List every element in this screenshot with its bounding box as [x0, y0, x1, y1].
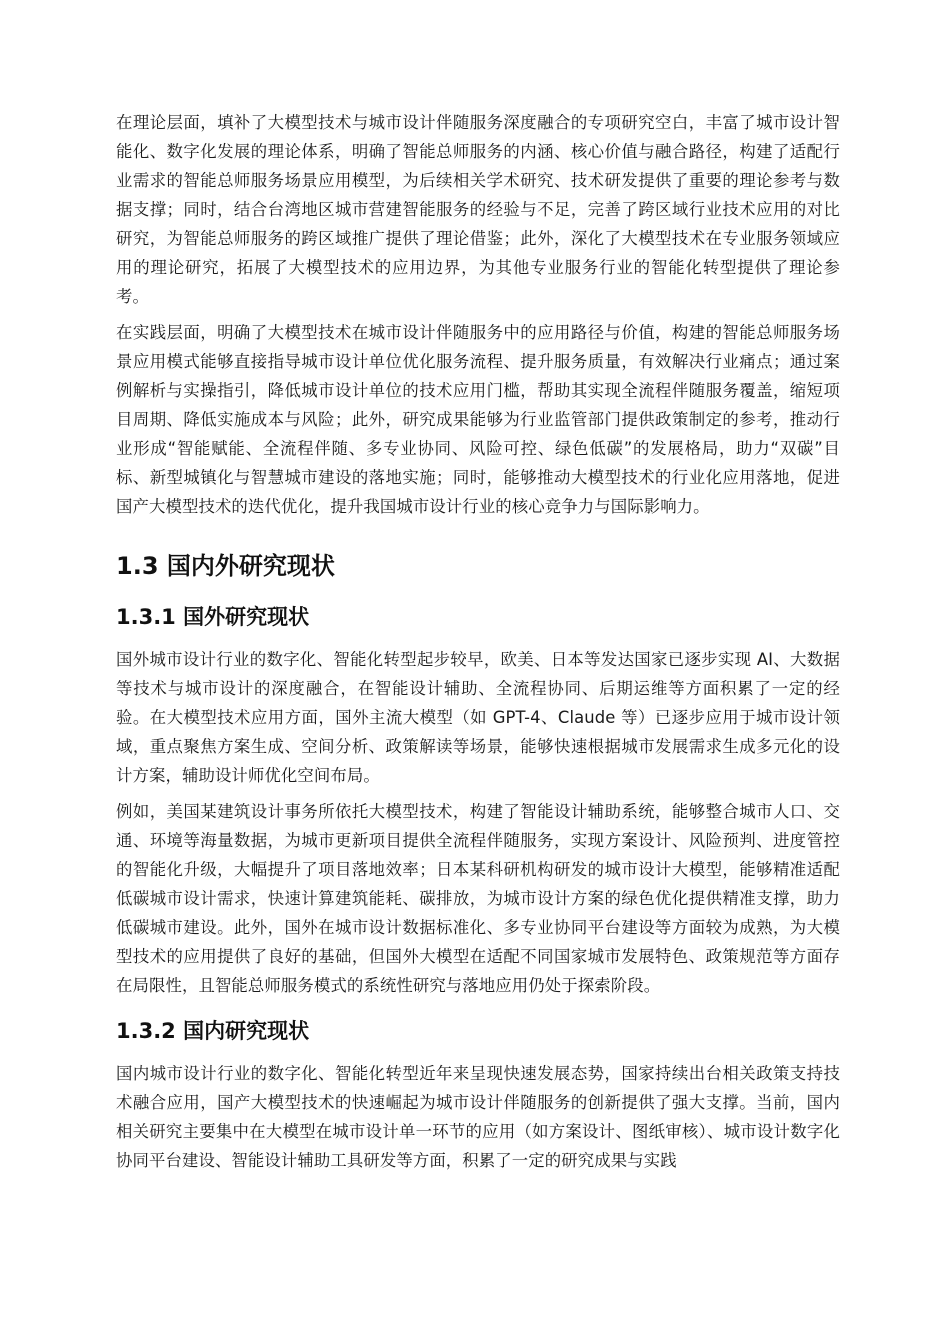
- section-heading-1-3-1: 1.3.1 国外研究现状: [116, 605, 310, 629]
- section-heading-1-3-2: 1.3.2 国内研究现状: [116, 1019, 310, 1043]
- foreign-research-paragraph-1: 国外城市设计行业的数字化、智能化转型起步较早，欧美、日本等发达国家已逐步实现 AI、大数据等技术与城市设计的深度融合，在智能设计辅助、全流程协同、后期运维等方面积累了一定的经验。在大模型技术应用方面，国外主流大模型（如 GPT-4、Claude 等）已逐步应用于城市设计领域，重点聚焦方案生成、空间分析、政策解读等场景，能够快速根据城市发展需求生成多元化的设计方案，辅助设计师优化空间布局。: [116, 650, 840, 785]
- section-heading-1-3: 1.3 国内外研究现状: [116, 552, 335, 580]
- foreign-research-paragraph-2: 例如，美国某建筑设计事务所依托大模型技术，构建了智能设计辅助系统，能够整合城市人口、交通、环境等海量数据，为城市更新项目提供全流程伴随服务，实现方案设计、风险预判、进度管控的智能化升级，大幅提升了项目落地效率；日本某科研机构研发的城市设计大模型，能够精准适配低碳城市设计需求，快速计算建筑能耗、碳排放，为城市设计方案的绿色优化提供精准支撑，助力低碳城市建设。此外，国外在城市设计数据标准化、多专业协同平台建设等方面较为成熟，为大模型技术的应用提供了良好的基础，但国外大模型在适配不同国家城市发展特色、政策规范等方面存在局限性，且智能总师服务模式的系统性研究与落地应用仍处于探索阶段。: [116, 802, 840, 995]
- document-page: [116, 108, 840, 1182]
- intro-paragraph-theory: 在理论层面，填补了大模型技术与城市设计伴随服务深度融合的专项研究空白，丰富了城市设计智能化、数字化发展的理论体系，明确了智能总师服务的内涵、核心价值与融合路径，构建了适配行业需求的智能总师服务场景应用模型，为后续相关学术研究、技术研发提供了重要的理论参考与数据支撑；同时，结合台湾地区城市营建智能服务的经验与不足，完善了跨区域行业技术应用的对比研究，为智能总师服务的跨区域推广提供了理论借鉴；此外，深化了大模型技术在专业服务领域应用的理论研究，拓展了大模型技术的应用边界，为其他专业服务行业的智能化转型提供了理论参考。: [116, 113, 840, 306]
- intro-paragraph-practice: 在实践层面，明确了大模型技术在城市设计伴随服务中的应用路径与价值，构建的智能总师服务场景应用模式能够直接指导城市设计单位优化服务流程、提升服务质量，有效解决行业痛点；通过案例解析与实操指引，降低城市设计单位的技术应用门槛，帮助其实现全流程伴随服务覆盖，缩短项目周期、降低实施成本与风险；此外，研究成果能够为行业监管部门提供政策制定的参考，推动行业形成“智能赋能、全流程伴随、多专业协同、风险可控、绿色低碳”的发展格局，助力“双碳”目标、新型城镇化与智慧城市建设的落地实施；同时，能够推动大模型技术的行业化应用落地，促进国产大模型技术的迭代优化，提升我国城市设计行业的核心竞争力与国际影响力。: [116, 323, 840, 516]
- domestic-research-paragraph-1: 国内城市设计行业的数字化、智能化转型近年来呈现快速发展态势，国家持续出台相关政策支持技术融合应用，国产大模型技术的快速崛起为城市设计伴随服务的创新提供了强大支撑。当前，国内相关研究主要集中在大模型在城市设计单一环节的应用（如方案设计、图纸审核）、城市设计数字化协同平台建设、智能设计辅助工具研发等方面，积累了一定的研究成果与实践: [116, 1064, 840, 1170]
